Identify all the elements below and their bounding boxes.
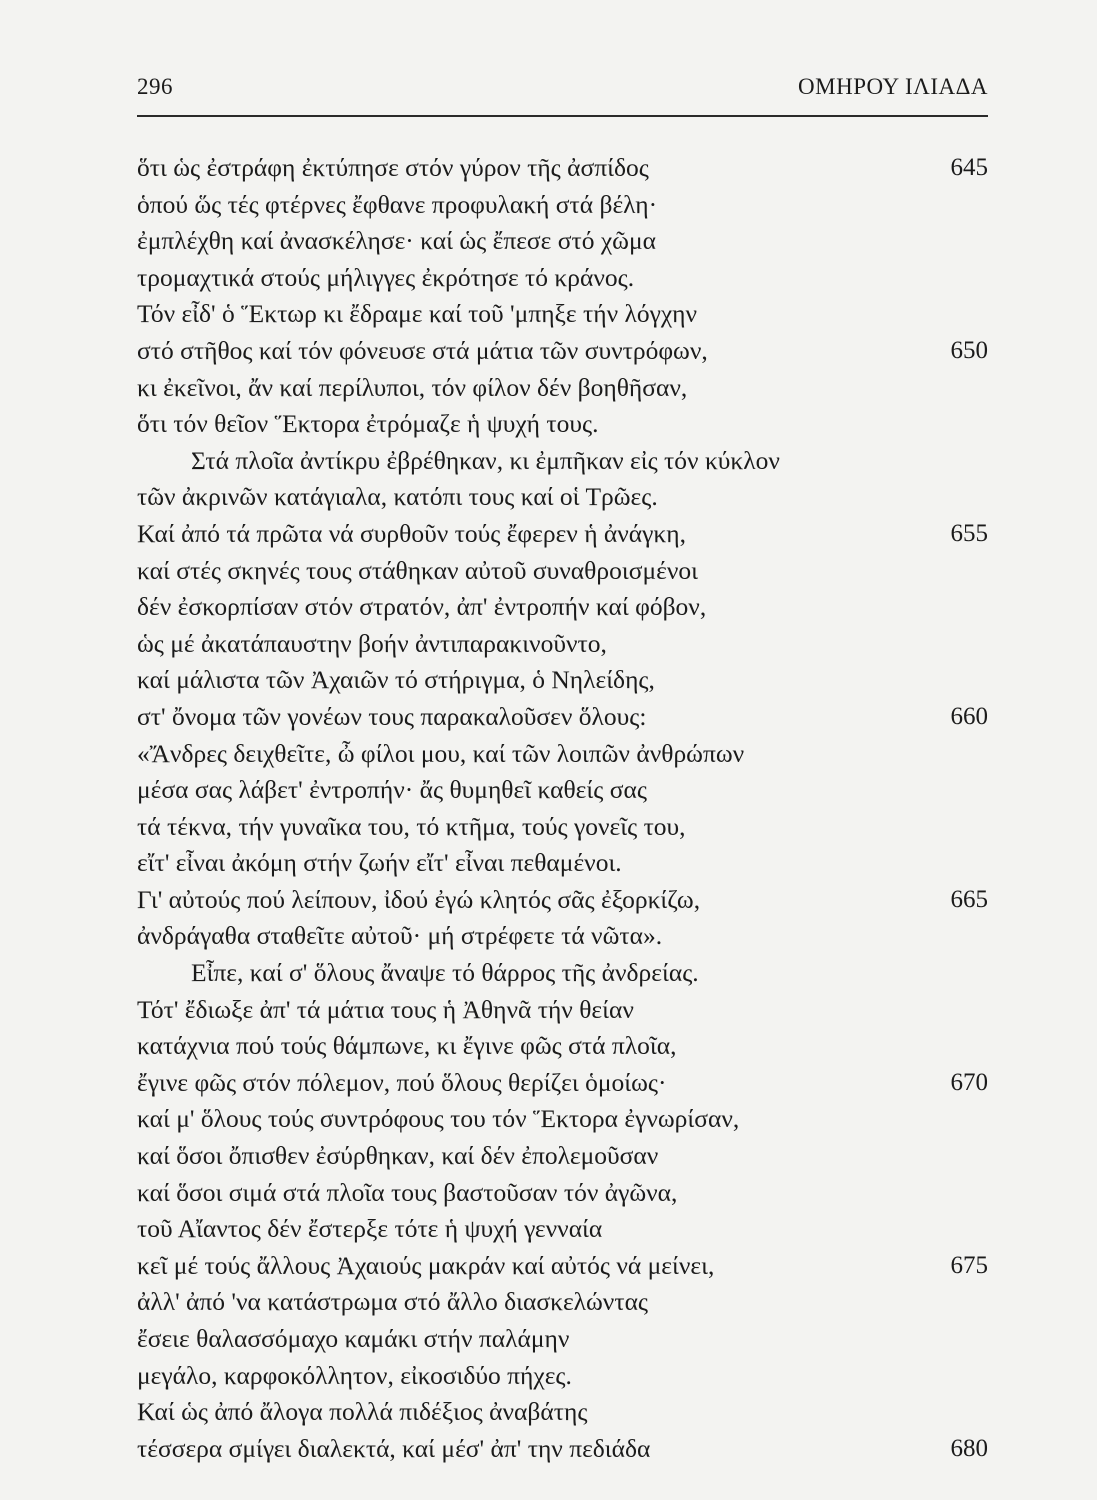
- verse-line-text: καί ὅσοι ὄπισθεν ἐσύρθηκαν, καί δέν ἐπολεμοῦσαν: [137, 1141, 659, 1171]
- running-head: [137, 74, 988, 100]
- verse-line: [137, 1138, 988, 1175]
- verse-line: [137, 1358, 988, 1395]
- verse-line: [137, 553, 988, 590]
- verse-line-text: ἀλλ' ἀπό 'να κατάστρωμα στό ἄλλο διασκελώντας: [137, 1287, 649, 1317]
- verse-line: [137, 955, 988, 992]
- verse-line-text: ἔγινε φῶς στόν πόλεμον, πού ὅλους θερίζει ὁμοίως·: [137, 1067, 667, 1097]
- verse-line: [137, 1028, 988, 1065]
- verse-line-text: καί μ' ὅλους τούς συντρόφους του τόν Ἕκτορα ἐγνωρίσαν,: [137, 1104, 740, 1134]
- verse-line-text: κεῖ μέ τούς ἄλλους Ἀχαιούς μακράν καί αὐτός νά μείνει,: [137, 1250, 715, 1280]
- verse-line-text: Τότ' ἔδιωξε ἀπ' τά μάτια τους ἡ Ἀθηνᾶ τήν θείαν: [137, 994, 634, 1024]
- verse-line: [137, 1284, 988, 1321]
- verse-line-text: καί ὅσοι σιμά στά πλοῖα τους βαστοῦσαν τόν ἀγῶνα,: [137, 1177, 678, 1207]
- line-number: 660: [950, 702, 988, 730]
- verse-line-text: τοῦ Αἴαντος δέν ἔστερξε τότε ἡ ψυχή γενναία: [137, 1214, 603, 1244]
- verse-line: [137, 626, 988, 663]
- verse-line: [137, 333, 988, 370]
- verse-line-text: ἀνδράγαθα σταθεῖτε αὐτοῦ· μή στρέφετε τά νῶτα».: [137, 921, 663, 951]
- verse-line-text: καί μάλιστα τῶν Ἀχαιῶν τό στήριγμα, ὁ Νηλείδης,: [137, 665, 655, 695]
- verse-line-text: ὡς μέ ἀκατάπαυστην βοήν ἀντιπαρακινοῦντο,: [137, 628, 607, 658]
- verse-line-text: τῶν ἀκρινῶν κατάγιαλα, κατόπι τους καί οἱ Τρῶες.: [137, 482, 658, 512]
- verse-line-text: Καί ἀπό τά πρῶτα νά συρθοῦν τούς ἔφερεν ἡ ἀνάγκη,: [137, 518, 686, 548]
- verse-line-text: ὅτι ὡς ἐστράφη ἐκτύπησε στόν γύρον τῆς ἀσπίδος: [137, 153, 649, 182]
- verse-line: [137, 1211, 988, 1248]
- verse-line-text: κατάχνια πού τούς θάμπωνε, κι ἔγινε φῶς στά πλοῖα,: [137, 1031, 677, 1061]
- verse-line-text: τρομαχτικά στούς μήλιγγες ἐκρότησε τό κράνος.: [137, 262, 635, 292]
- verse-line: [137, 992, 988, 1029]
- line-number: 670: [950, 1068, 988, 1096]
- verse-line: [137, 699, 988, 736]
- verse-line: [137, 589, 988, 626]
- verse-line: [137, 1065, 988, 1102]
- verse-text: [137, 150, 988, 1467]
- verse-line-text: εἴτ' εἶναι ἀκόμη στήν ζωήν εἴτ' εἶναι πεθαμένοι.: [137, 848, 622, 878]
- verse-line: [137, 1321, 988, 1358]
- line-number: 680: [950, 1434, 988, 1462]
- verse-line-text: ὁπού ὥς τές φτέρνες ἔφθανε προφυλακή στά βέλη·: [137, 189, 658, 219]
- verse-line: [137, 406, 988, 443]
- verse-line-text: μεγάλο, καρφοκόλλητον, εἰκοσιδύο πήχες.: [137, 1360, 572, 1390]
- verse-line-text: μέσα σας λάβετ' ἐντροπήν· ἄς θυμηθεῖ καθείς σας: [137, 775, 647, 805]
- verse-line: [137, 1431, 988, 1468]
- verse-line: [137, 296, 988, 333]
- verse-line-text: τέσσερα σμίγει διαλεκτά, καί μέσ' ἀπ' την πεδιάδα: [137, 1433, 651, 1463]
- verse-line-text: Τόν εἶδ' ὁ Ἕκτωρ κι ἔδραμε καί τοῦ 'μπηξε τήν λόγχην: [137, 299, 698, 329]
- verse-line-text: τά τέκνα, τήν γυναῖκα του, τό κτῆμα, τούς γονεῖς του,: [137, 811, 686, 841]
- verse-line-text: «Ἄνδρες δειχθεῖτε, ὦ φίλοι μου, καί τῶν λοιπῶν ἀνθρώπων: [137, 738, 745, 768]
- verse-line-text: ἐμπλέχθη καί ἀνασκέλησε· καί ὡς ἔπεσε στό χῶμα: [137, 226, 656, 256]
- verse-line-text: Στά πλοῖα ἀντίκρυ ἐβρέθηκαν, κι ἐμπῆκαν εἰς τόν κύκλον: [191, 445, 780, 475]
- verse-line-text: Εἶπε, καί σ' ὅλους ἄναψε τό θάρρος τῆς ἀνδρείας.: [191, 958, 699, 988]
- verse-line: [137, 187, 988, 224]
- verse-line: [137, 736, 988, 773]
- verse-line-text: στ' ὄνομα τῶν γονέων τους παρακαλοῦσεν ὅλους:: [137, 701, 647, 731]
- line-number: 665: [950, 885, 988, 913]
- verse-line: [137, 260, 988, 297]
- verse-line-text: Γι' αὐτούς πού λείπουν, ἰδού ἐγώ κλητός σᾶς ἐξορκίζω,: [137, 884, 701, 914]
- verse-line: [137, 443, 988, 480]
- line-number: 650: [950, 336, 988, 364]
- verse-line-text: ὅτι τόν θεῖον Ἕκτορα ἐτρόμαζε ἡ ψυχή τους.: [137, 409, 599, 439]
- verse-line-text: καί στές σκηνές τους στάθηκαν αὐτοῦ συναθροισμένοι: [137, 555, 698, 585]
- verse-line: [137, 223, 988, 260]
- verse-line: [137, 1175, 988, 1212]
- verse-line: [137, 479, 988, 516]
- verse-line-text: στό στῆθος καί τόν φόνευσε στά μάτια τῶν συντρόφων,: [137, 335, 708, 365]
- verse-line: [137, 662, 988, 699]
- verse-line-text: κι ἐκεῖνοι, ἄν καί περίλυποι, τόν φίλον δέν βοηθῆσαν,: [137, 372, 688, 402]
- verse-line: [137, 918, 988, 955]
- verse-line-text: δέν ἐσκορπίσαν στόν στρατόν, ἀπ' ἐντροπήν καί φόβον,: [137, 592, 707, 622]
- verse-line-text: Καί ὡς ἀπό ἄλογα πολλά πιδέξιος ἀναβάτης: [137, 1397, 588, 1427]
- running-title: ΟΜΗΡΟΥ ΙΛΙΑΔΑ: [798, 74, 988, 99]
- verse-line: [137, 845, 988, 882]
- verse-line: [137, 809, 988, 846]
- verse-line: [137, 516, 988, 553]
- verse-line-text: ἔσειε θαλασσόμαχο καμάκι στήν παλάμην: [137, 1324, 570, 1353]
- verse-line: [137, 1394, 988, 1431]
- line-number: 655: [950, 519, 988, 547]
- verse-line: [137, 150, 988, 187]
- header-rule: [137, 115, 988, 117]
- verse-line: [137, 1248, 988, 1285]
- verse-line: [137, 772, 988, 809]
- page-number: 296: [137, 74, 173, 99]
- line-number: 645: [950, 154, 988, 181]
- verse-line: [137, 882, 988, 919]
- line-number: 675: [950, 1251, 988, 1279]
- verse-line: [137, 370, 988, 407]
- verse-line: [137, 1101, 988, 1138]
